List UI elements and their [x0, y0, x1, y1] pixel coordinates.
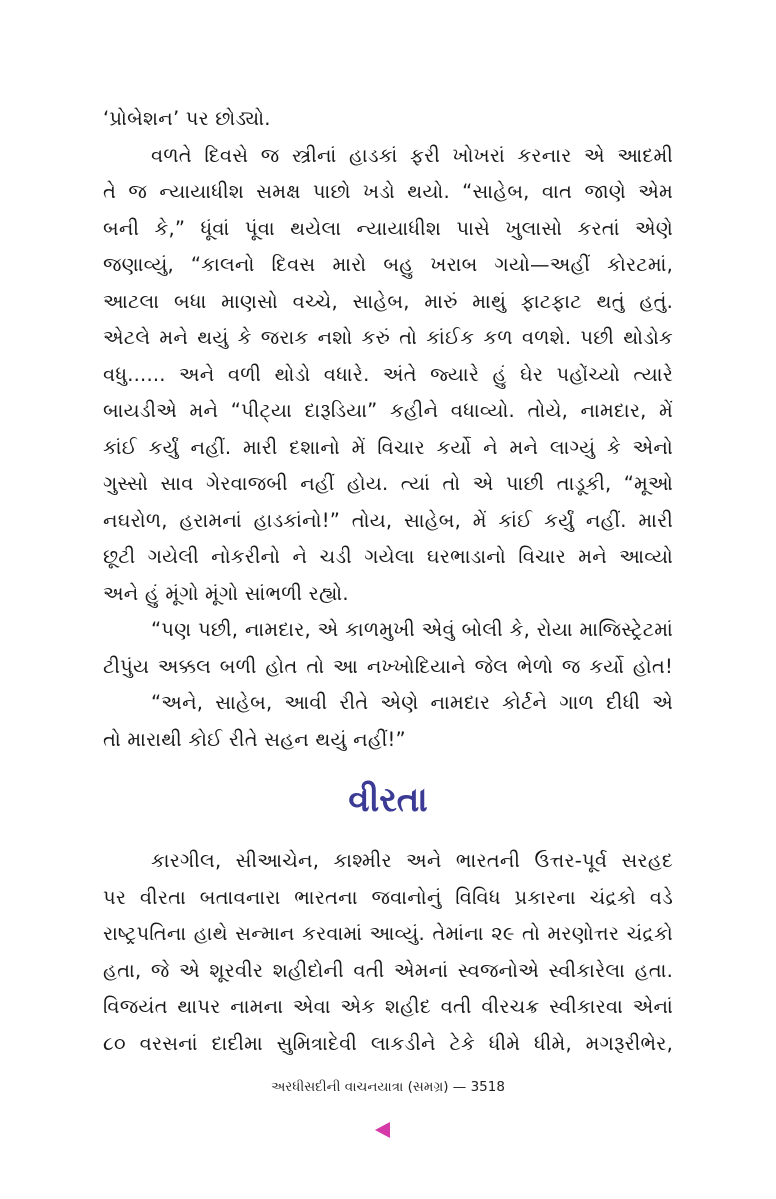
paragraph-line: વધુ...... અને વળી થોડો વધારે. અંતે જ્યારે હું ઘેર પહોંચ્યો ત્યારે: [103, 362, 673, 386]
page-footer: અરધીસદીની વાચનયાત્રા (સમગ્ર) — 3518: [271, 1079, 505, 1095]
paragraph-line: પર વીરતા બતાવનારા ભારતના જવાનોનું વિવિધ પ્રકારના ચંદ્રકો વડે: [103, 885, 673, 909]
paragraph-line: ગુસ્સો સાવ ગેરવાજબી નહીં હોય. ત્યાં તો એ પાછી તાડૂકી, “મૂઓ: [103, 472, 673, 495]
paragraph-line: ‘પ્રોબેશન’ પર છોડ્યો.: [103, 107, 271, 130]
paragraph-line: “પણ પછી, નામદાર, એ કાળમુખી એવું બોલી કે, રોયા માજિસ્ટ્રેટમાં: [151, 618, 673, 641]
paragraph-line: વિજયંત થાપર નામના એવા એક શહીદ વતી વીરચક્ર સ્વીકારવા એનાં: [103, 995, 673, 1018]
top-text: [103, 101, 673, 758]
paragraph-line: એટલે મને થયું કે જરાક નશો કરું તો કાંઈક કળ વળશે. પછી થોડોક: [103, 326, 673, 349]
paragraph-line: બની કે,” ધૂંવાં પૂંવા થયેલા ન્યાયાધીશ પાસે ખુલાસો કરતાં એણે: [103, 216, 673, 240]
paragraph-line: કારગીલ, સીઆચેન, કાશ્મીર અને ભારતની ઉત્તર-પૂર્વ સરહદ: [151, 849, 673, 872]
section-heading: વીરતા: [348, 780, 428, 820]
paragraph-line: અને હું મૂંગો મૂંગો સાંભળી રહ્યો.: [103, 581, 349, 605]
paragraph-line: ટીપુંય અક્કલ બળી હોત તો આ નખ્ખોદિયાને જેલ ભેળો જ કર્યો હોત!: [103, 654, 673, 678]
paragraph-line: તે જ ન્યાયાધીશ સમક્ષ પાછો ખડો થયો. “સાહેબ, વાત જાણે એમ: [103, 180, 673, 203]
paragraph-line: નઘરોળ, હરામનાં હાડકાંનો!” તોય, સાહેબ, મેં કાંઈ કર્યું નહીં. મારી: [103, 508, 673, 532]
paragraph-line: હતા, જે એ શૂરવીર શહીદોની વતી એમનાં સ્વજનોએ સ્વીકારેલા હતા.: [103, 958, 673, 982]
paragraph-line: વળતે દિવસે જ સ્ત્રીનાં હાડકાં ફરી ખોખરાં કરનાર એ આદમી: [151, 143, 673, 167]
paragraph-line: તો મારાથી કોઈ રીતે સહન થયું નહીં!”: [103, 727, 406, 751]
paragraph-line: બાયડીએ મને “પીટ્યા દારૂડિયા” કહીને વધાવ્યો. તોયે, નામદાર, મેં: [103, 399, 673, 422]
paragraph-line: કાંઈ કર્યું નહીં. મારી દશાનો મેં વિચાર કર્યો ને મને લાગ્યું કે એનો: [103, 435, 673, 459]
left-triangle-marker-icon: [375, 1122, 390, 1138]
paragraph-line: રાષ્ટ્રપતિના હાથે સન્માન કરવામાં આવ્યું. તેમાંના ૨૯ તો મરણોત્તર ચંદ્રકો: [103, 922, 673, 945]
paragraph-line: “અને, સાહેબ, આવી રીતે એણે નામદાર કોર્ટને ગાળ દીધી એ: [151, 691, 673, 714]
paragraph-line: છૂટી ગયેલી નોકરીનો ને ચડી ગયેલા ઘરભાડાનો વિચાર મને આવ્યો: [103, 545, 673, 568]
paragraph-line: આટલા બધા માણસો વચ્ચે, સાહેબ, મારું માથું ફાટફાટ થતું હતું.: [103, 289, 673, 313]
section-text: [103, 843, 673, 1062]
paragraph-line: જણાવ્યું, “કાલનો દિવસ મારો બહુ ખરાબ ગયો—અહીં કોરટમાં,: [103, 253, 673, 276]
paragraph-line: ૮૦ વરસનાં દાદીમા સુમિત્રાદેવી લાકડીને ટેકે ધીમે ધીમે, મગરૂરીભેર,: [103, 1031, 673, 1055]
